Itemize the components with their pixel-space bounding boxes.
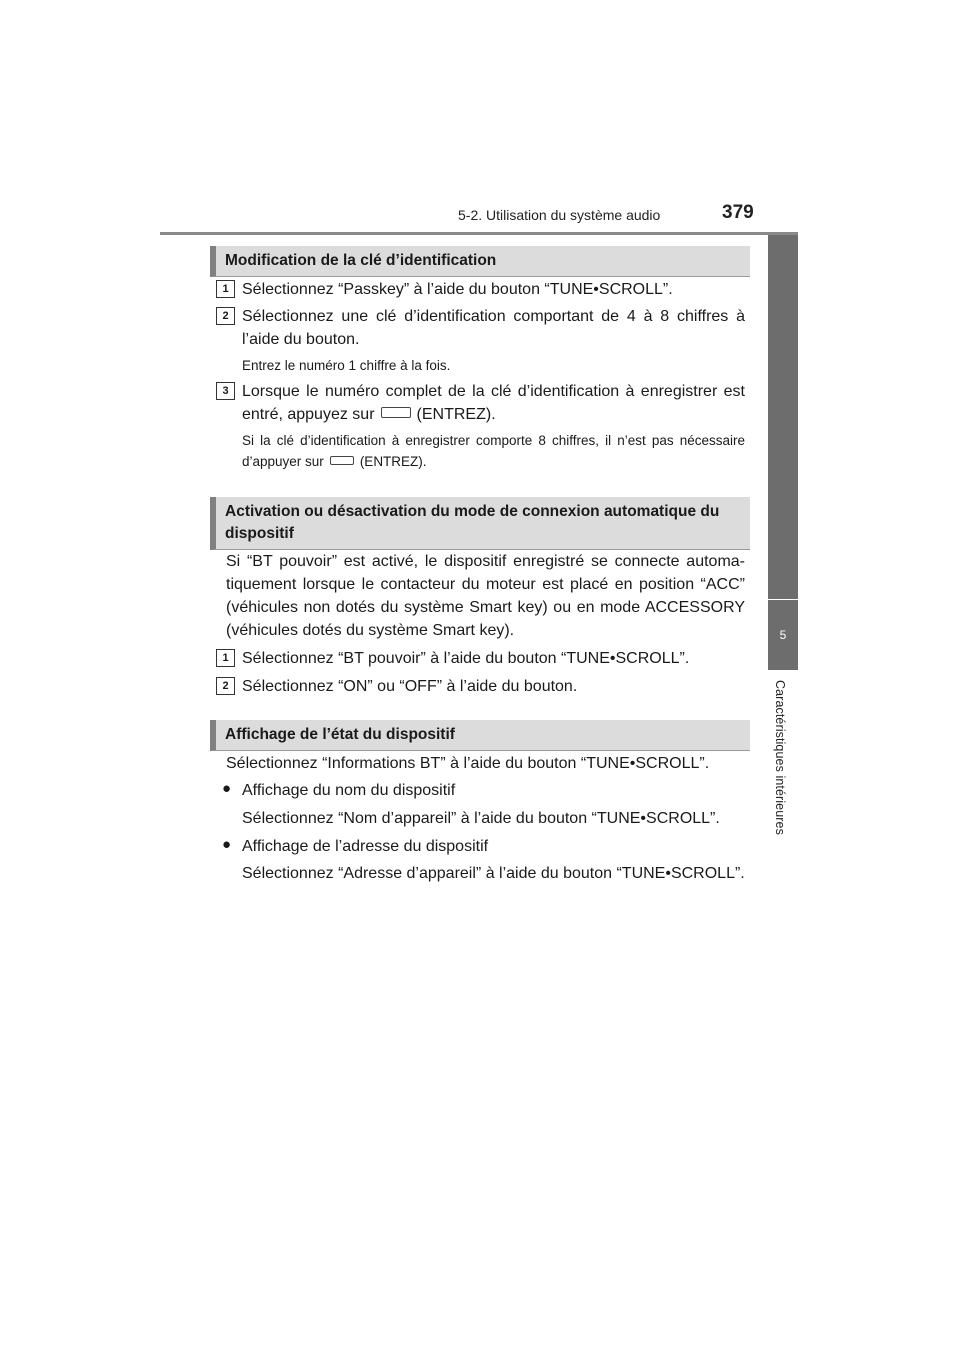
bullet-title: Affichage de l’adresse du dispositif — [242, 838, 489, 855]
section-intro: Si “BT pouvoir” est activé, le dispositif enregistré se connecte automa-tiquement lorsque le contacteur du moteur est placé en position “ACC” (véhicules non dotés du système Smart key) ou en mode ACCESSORY (véhicules dotés du système Smart key). — [226, 553, 745, 639]
chapter-tab — [768, 235, 798, 599]
step-text — [242, 380, 745, 426]
header-rule — [160, 232, 798, 235]
step-text: Sélectionnez “Passkey” à l’aide du bouton “TUNE•SCROLL”. — [242, 281, 673, 298]
chapter-label: Caractéristiques intérieures — [773, 680, 787, 835]
section-heading-device-status: Affichage de l’état du dispositif — [210, 720, 750, 751]
note-part: Si la clé d’identification à enregistrer comporte 8 chiffres, il n’est pas nécessaire d’appuyer sur — [242, 433, 745, 469]
step-badge: 3 — [216, 382, 235, 400]
page-number: 379 — [722, 202, 754, 223]
section-intro: Sélectionnez “Informations BT” à l’aide du bouton “TUNE•SCROLL”. — [226, 755, 710, 772]
step-note — [242, 430, 745, 472]
section-heading-auto-connect: Activation ou désactivation du mode de connexion automatique du dispositif — [210, 497, 750, 550]
enter-key-icon — [381, 407, 411, 418]
bullet-icon: ● — [222, 836, 232, 853]
step-text: Sélectionnez “ON” ou “OFF” à l’aide du bouton. — [242, 678, 578, 695]
step-text-part: Lorsque le numéro complet de la clé d’identification à enregistrer est entré, appuyez sur — [242, 383, 745, 423]
step-text: Sélectionnez “BT pouvoir” à l’aide du bouton “TUNE•SCROLL”. — [242, 650, 690, 667]
step-text-part: (ENTREZ). — [416, 406, 496, 423]
step-badge: 2 — [216, 677, 235, 695]
step-badge: 1 — [216, 649, 235, 667]
section-heading-passkey: Modification de la clé d’identification — [210, 246, 750, 277]
running-header: 5-2. Utilisation du système audio — [458, 207, 661, 223]
chapter-number-tab — [768, 600, 798, 670]
bullet-text: Sélectionnez “Nom d’appareil” à l’aide du bouton “TUNE•SCROLL”. — [242, 810, 720, 827]
bullet-title: Affichage du nom du dispositif — [242, 782, 456, 799]
note-part: (ENTREZ). — [359, 454, 427, 469]
chapter-number: 5 — [779, 628, 787, 642]
step-badge: 2 — [216, 307, 235, 325]
step-text: Sélectionnez une clé d’identification comportant de 4 à 8 chiffres à l’aide du bouton. — [242, 308, 745, 348]
bullet-text: Sélectionnez “Adresse d’appareil” à l’aide du bouton “TUNE•SCROLL”. — [242, 865, 745, 882]
step-badge: 1 — [216, 280, 235, 298]
step-note: Entrez le numéro 1 chiffre à la fois. — [242, 358, 451, 373]
bullet-icon: ● — [222, 780, 232, 797]
enter-key-icon — [330, 456, 354, 465]
